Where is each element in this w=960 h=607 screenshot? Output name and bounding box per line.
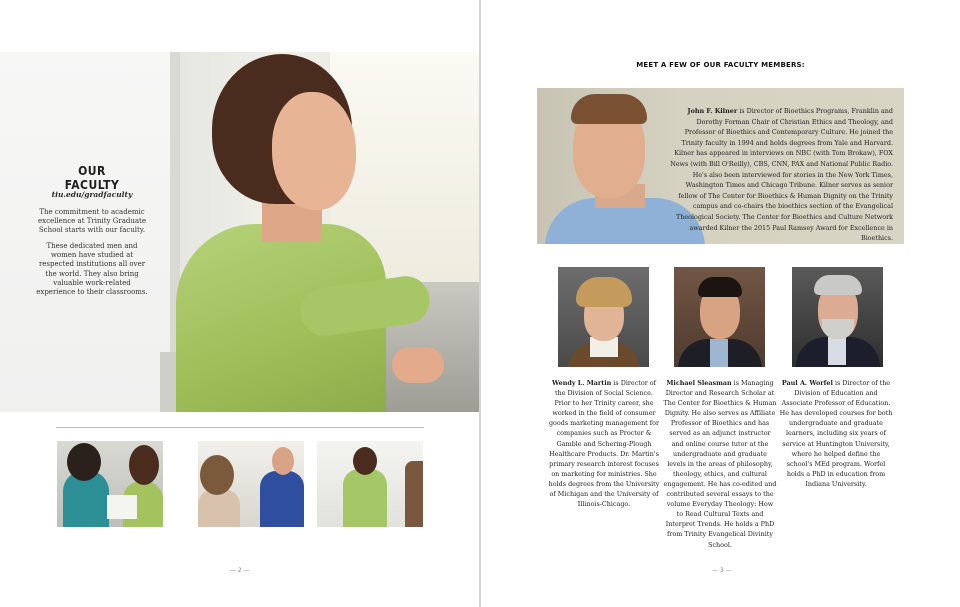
hair	[571, 94, 647, 124]
bio-wendy-martin	[547, 378, 661, 509]
bio-name: Wendy L. Martin	[551, 379, 612, 387]
right-page	[481, 0, 960, 607]
bio-name: Paul A. Worfel	[781, 379, 833, 387]
teacher-figure	[343, 469, 387, 527]
bio-text: is Director of the Division of Education and Associate Professor of Education. He has developed courses for both undergraduate and graduate learners, including six years of service at Huntington University, where he helped define the school's MEd program. Worfel holds a PhD in education from Indiana University.	[779, 379, 893, 488]
featured-bio-text: is Director of Bioethics Programs, Franklin and Dorothy Forman Chair of Christian Ethics and Theology, and Professor of Bioethics and Contemporary Culture. He joined the Trinity faculty in 1994 and holds degrees from Yale and Harvard. Kilner has appeared in interviews on NBC (with Tom Brokaw), FOX News (with Bill O'Reilly), CBS, CNN, PAX and National Public Radio. He's also been interviewed for stories in the New York Times, Washington Times and Chicago Tribune. Kilner serves as senior fellow of The Center for Bioethics & Human Dignity on the Trinity campus and co-chairs the bioethics section of the Evangelical Theological Society. The Center for Bioethics and Culture Network awarded Kilner the 2015 Paul Ramsey Award for Excellence in Bioethics.	[670, 107, 893, 243]
hair	[576, 277, 632, 307]
papers	[107, 495, 137, 519]
bio-text: is Managing Director and Research Scholar at The Center for Bioethics & Human Dignity. He also serves as Affiliate Professor of Bioethics and has served as an adjunct instructor and online course tutor at the undergraduate and graduate levels in the areas of philosophy, theology, ethics, and cultural engagement. He has co-edited and contributed several essays to the volume Everyday Theology: How to Read Cultural Texts and Interpret Trends. He holds a PhD from Trinity Evangelical Divinity School.	[663, 379, 777, 549]
faculty-heading: MEET A FEW OF OUR FACULTY MEMBERS:	[636, 61, 805, 69]
bio-michael-sleasman	[663, 378, 777, 550]
page-number: — 3 —	[712, 567, 732, 574]
teacher-head	[353, 447, 377, 475]
section-title: OUR FACULTY	[64, 164, 120, 192]
hair	[698, 277, 742, 297]
shirt	[710, 339, 728, 367]
photo-instructor-with-student	[198, 441, 304, 527]
student-head	[67, 443, 101, 481]
beard	[822, 319, 854, 339]
featured-bio	[667, 106, 893, 244]
shirt	[828, 337, 846, 365]
teacher-head	[129, 445, 159, 485]
hair	[814, 275, 862, 295]
teacher-hands	[392, 347, 444, 383]
left-page	[0, 0, 479, 607]
intro-paragraph-2: These dedicated men and women have studied at respected institutions all over the world. They also bring valuable work-related experience to their classrooms.	[36, 242, 148, 297]
hero-classroom-photo	[0, 52, 479, 412]
instructor-head	[272, 447, 294, 475]
intro-paragraph-1: The commitment to academic excellence at Trinity Graduate School starts with our faculty.	[37, 208, 146, 235]
bio-name: Michael Sleasman	[666, 379, 732, 387]
student-figure	[405, 461, 423, 527]
faculty-url: tiu.edu/gradfaculty	[51, 190, 133, 199]
bio-text: is Director of the Division of Social Science. Prior to her Trinity career, she worked in the field of consumer goods marketing management for companies such as Procter & Gamble and Schering-Plough Healthcare Products. Dr. Martin's primary research interest focuses on marketing for ministries. She holds degrees from the University of Michigan and the University of Illinois-Chicago.	[548, 379, 660, 509]
instructor-figure	[260, 471, 304, 527]
bio-paul-worfel	[779, 378, 893, 489]
teacher-face	[272, 92, 356, 210]
featured-faculty-card	[537, 88, 904, 244]
headshot-michael-sleasman	[674, 267, 765, 367]
headshot-wendy-martin	[558, 267, 649, 367]
featured-name: John F. Kilner	[687, 107, 738, 115]
student-head	[200, 455, 234, 495]
page-number: — 2 —	[230, 567, 250, 574]
photo-student-consultation	[57, 441, 163, 527]
photo-teacher-at-whiteboard	[317, 441, 423, 527]
headshot-paul-worfel	[792, 267, 883, 367]
divider-line	[56, 427, 424, 428]
